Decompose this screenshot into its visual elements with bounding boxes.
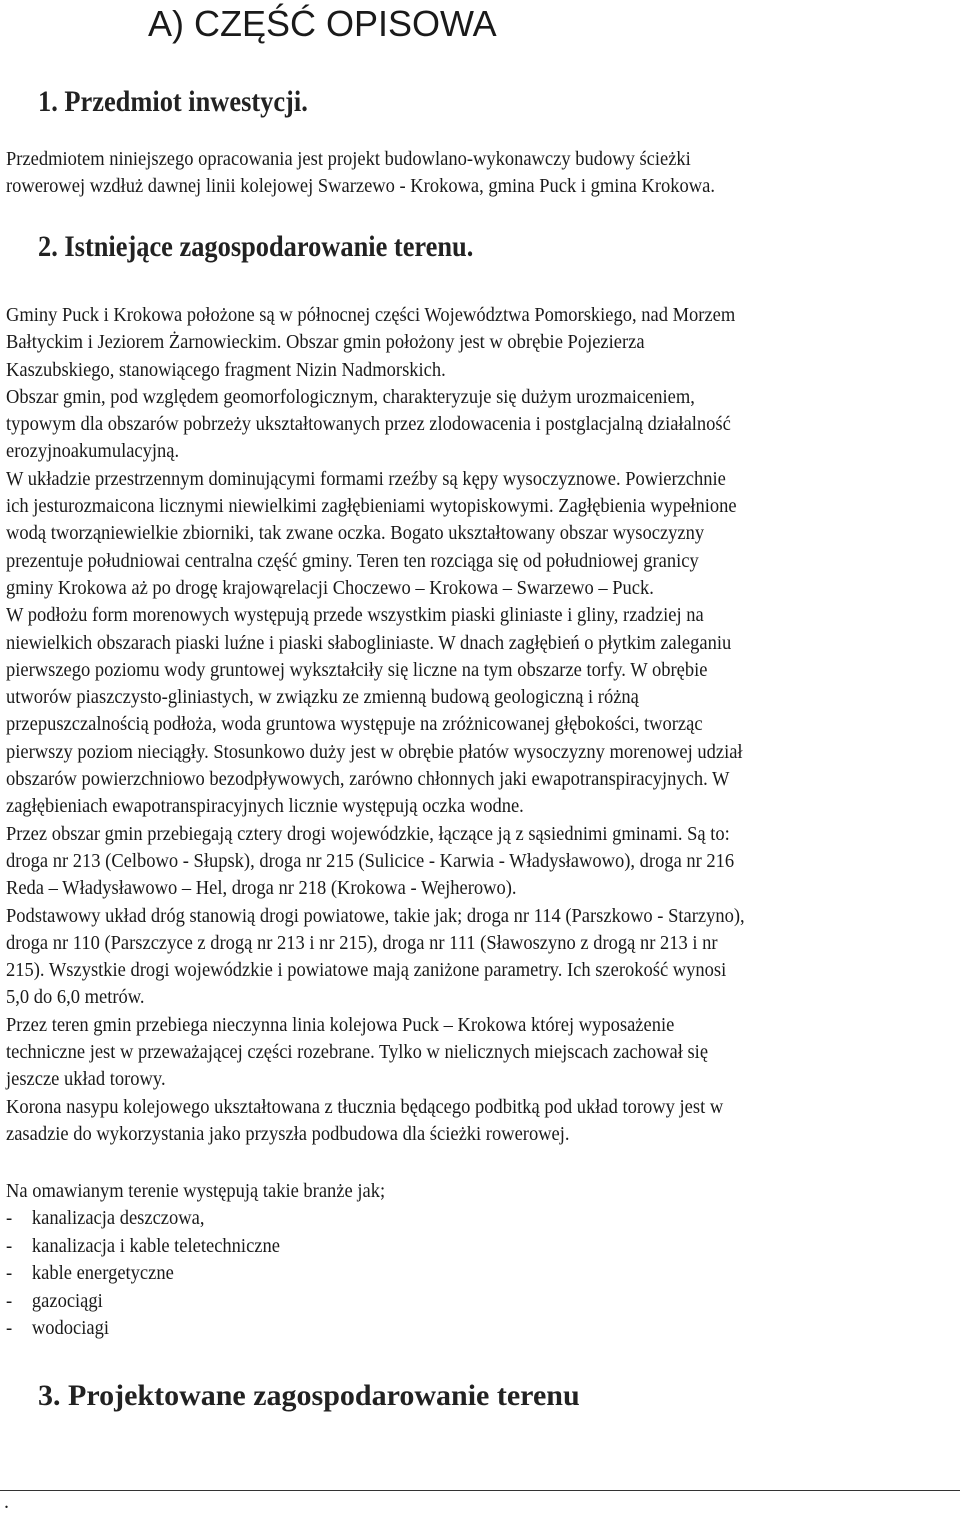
paragraph-line: przepuszczalnością podłoża, woda gruntowa występuje na zróżnicowanej głębokości, tworząc <box>6 713 703 736</box>
footer-divider <box>0 1490 960 1491</box>
list-item-text: kable energetyczne <box>31 1262 174 1284</box>
paragraph-line: utworów piaszczysto-gliniastych, w związku ze zmienną budową geologiczną i różną <box>6 686 639 709</box>
paragraph-line: 215). Wszystkie drogi wojewódzkie i powiatowe mają zaniżone parametry. Ich szerokość wynosi <box>6 959 727 982</box>
paragraph-line: ich jesturozmaicona licznymi niewielkimi zagłębieniami wytopiskowymi. Zagłębienia wypełnione <box>6 495 737 518</box>
list-item <box>6 1260 280 1288</box>
paragraph-line: techniczne jest w przeważającej części rozebrane. Tylko w nielicznych miejscach zachował się <box>6 1041 709 1064</box>
section-2-heading: 2. Istniejące zagospodarowanie terenu. <box>38 230 474 263</box>
paragraph-line: typowym dla obszarów pobrzeży ukształtowanych przez zlodowacenia i postglacjalną działalność <box>6 413 731 436</box>
paragraph-line: droga nr 110 (Parszczyce z drogą nr 213 i nr 215), droga nr 111 (Sławoszyno z drogą nr 213 i nr <box>6 931 718 954</box>
list-dash: - <box>6 1234 13 1257</box>
list-item <box>6 1315 280 1343</box>
paragraph-line: pierwszy poziom nieciągły. Stosunkowo duży jest w obrębie płatów wysoczyzny morenowej udział <box>6 740 743 763</box>
footer-mark: . <box>4 1491 9 1513</box>
list-dash: - <box>6 1207 13 1229</box>
paragraph-line: Podstawowy układ dróg stanowią drogi powiatowe, takie jak; droga nr 114 (Parszkowo - Starzyno), <box>6 904 745 927</box>
paragraph-line: Reda – Władysławowo – Hel, droga nr 218 (Krokowa - Wejherowo). <box>6 877 517 900</box>
paragraph-line: W podłożu form morenowych występują przede wszystkim piaski gliniaste i gliny, rzadziej na <box>6 604 704 627</box>
paragraph-line: erozyjnoakumulacyjną. <box>6 440 180 463</box>
paragraph-line: 5,0 do 6,0 metrów. <box>6 986 145 1009</box>
section-1-heading: 1. Przedmiot inwestycji. <box>38 85 308 118</box>
paragraph-line: Gminy Puck i Krokowa położone są w północnej części Województwa Pomorskiego, nad Morzem <box>6 304 736 326</box>
paragraph-line: W układzie przestrzennym dominującymi formami rzeźby są kępy wysoczyznowe. Powierzchnie <box>6 467 726 490</box>
paragraph-line: Przez teren gmin przebiega nieczynna linia kolejowa Puck – Krokowa której wyposażenie <box>6 1013 675 1036</box>
paragraph-line: wodą tworząniewielkie zbiorniki, tak zwane oczka. Bogato ukształtowany obszar wysoczyzny <box>6 522 705 545</box>
paragraph-line: prezentuje południowai centralna część gminy. Teren ten rozciąga się od południowej granicy <box>6 549 699 572</box>
paragraph-line: Bałtyckim i Jeziorem Żarnowieckim. Obszar gmin położony jest w obrębie Pojezierza <box>6 331 645 354</box>
section-2-paragraph <box>6 302 950 1148</box>
list-item <box>6 1233 280 1261</box>
paragraph-line: Przez obszar gmin przebiegają cztery drogi wojewódzkie, łączące ją z sąsiednimi gminami. Są to: <box>6 822 730 845</box>
list-item <box>6 1205 280 1233</box>
section-3-heading: 3. Projektowane zagospodarowanie terenu <box>38 1379 580 1412</box>
paragraph-line: gminy Krokowa aż po drogę krajowąrelacji Choczewo – Krokowa – Swarzewo – Puck. <box>6 576 654 599</box>
paragraph-line: obszarów powierzchniowo bezodpływowych, zarówno chłonnych jaki ewapotranspiracyjnych. W <box>6 768 730 791</box>
list-item <box>6 1288 280 1316</box>
paragraph-line: niewielkich obszarach piaski luźne i piaski słabogliniaste. W dnach zagłębień o płytkim zaleganiu <box>6 631 732 654</box>
paragraph-line: Korona nasypu kolejowego ukształtowana z tłucznia będącego podbitką pod układ torowy jest w <box>6 1095 724 1118</box>
paragraph-line: zagłębieniach ewapotranspiracyjnych licznie występują oczka wodne. <box>6 795 524 818</box>
list-dash: - <box>6 1262 13 1284</box>
paragraph-line: zasadzie do wykorzystania jako przyszła podbudowa dla ścieżki rowerowej. <box>6 1122 570 1145</box>
list-dash: - <box>6 1317 13 1339</box>
list-item-text: gazociągi <box>31 1289 103 1312</box>
page-title: A) CZĘŚĆ OPISOWA <box>148 3 497 44</box>
paragraph-line: pierwszego poziomu wody gruntowej wykształciły się liczne na tym obszarze torfy. W obrębie <box>6 658 708 681</box>
section-1-paragraph <box>6 146 950 200</box>
paragraph-line: rowerowej wzdłuż dawnej linii kolejowej Swarzewo - Krokowa, gmina Puck i gmina Krokowa. <box>6 175 715 197</box>
branches-intro <box>6 1178 950 1205</box>
paragraph-line: droga nr 213 (Celbowo - Słupsk), droga nr 215 (Sulicice - Karwia - Władysławowo), droga nr 216 <box>6 849 735 872</box>
paragraph-line: Na omawianym terenie występują takie branże jak; <box>6 1180 386 1202</box>
paragraph-line: Obszar gmin, pod względem geomorfologicznym, charakteryzuje się dużym urozmaiceniem, <box>6 385 695 408</box>
list-item-text: kanalizacja deszczowa, <box>31 1207 205 1229</box>
list-item-text: wodociagi <box>31 1317 109 1339</box>
branches-list <box>6 1205 280 1343</box>
paragraph-line: Kaszubskiego, stanowiącego fragment Nizin Nadmorskich. <box>6 358 446 381</box>
paragraph-line: jeszcze układ torowy. <box>6 1068 166 1091</box>
list-dash: - <box>6 1289 13 1312</box>
list-item-text: kanalizacja i kable teletechniczne <box>31 1234 280 1257</box>
paragraph-line: Przedmiotem niniejszego opracowania jest projekt budowlano-wykonawczy budowy ścieżki <box>6 148 691 170</box>
